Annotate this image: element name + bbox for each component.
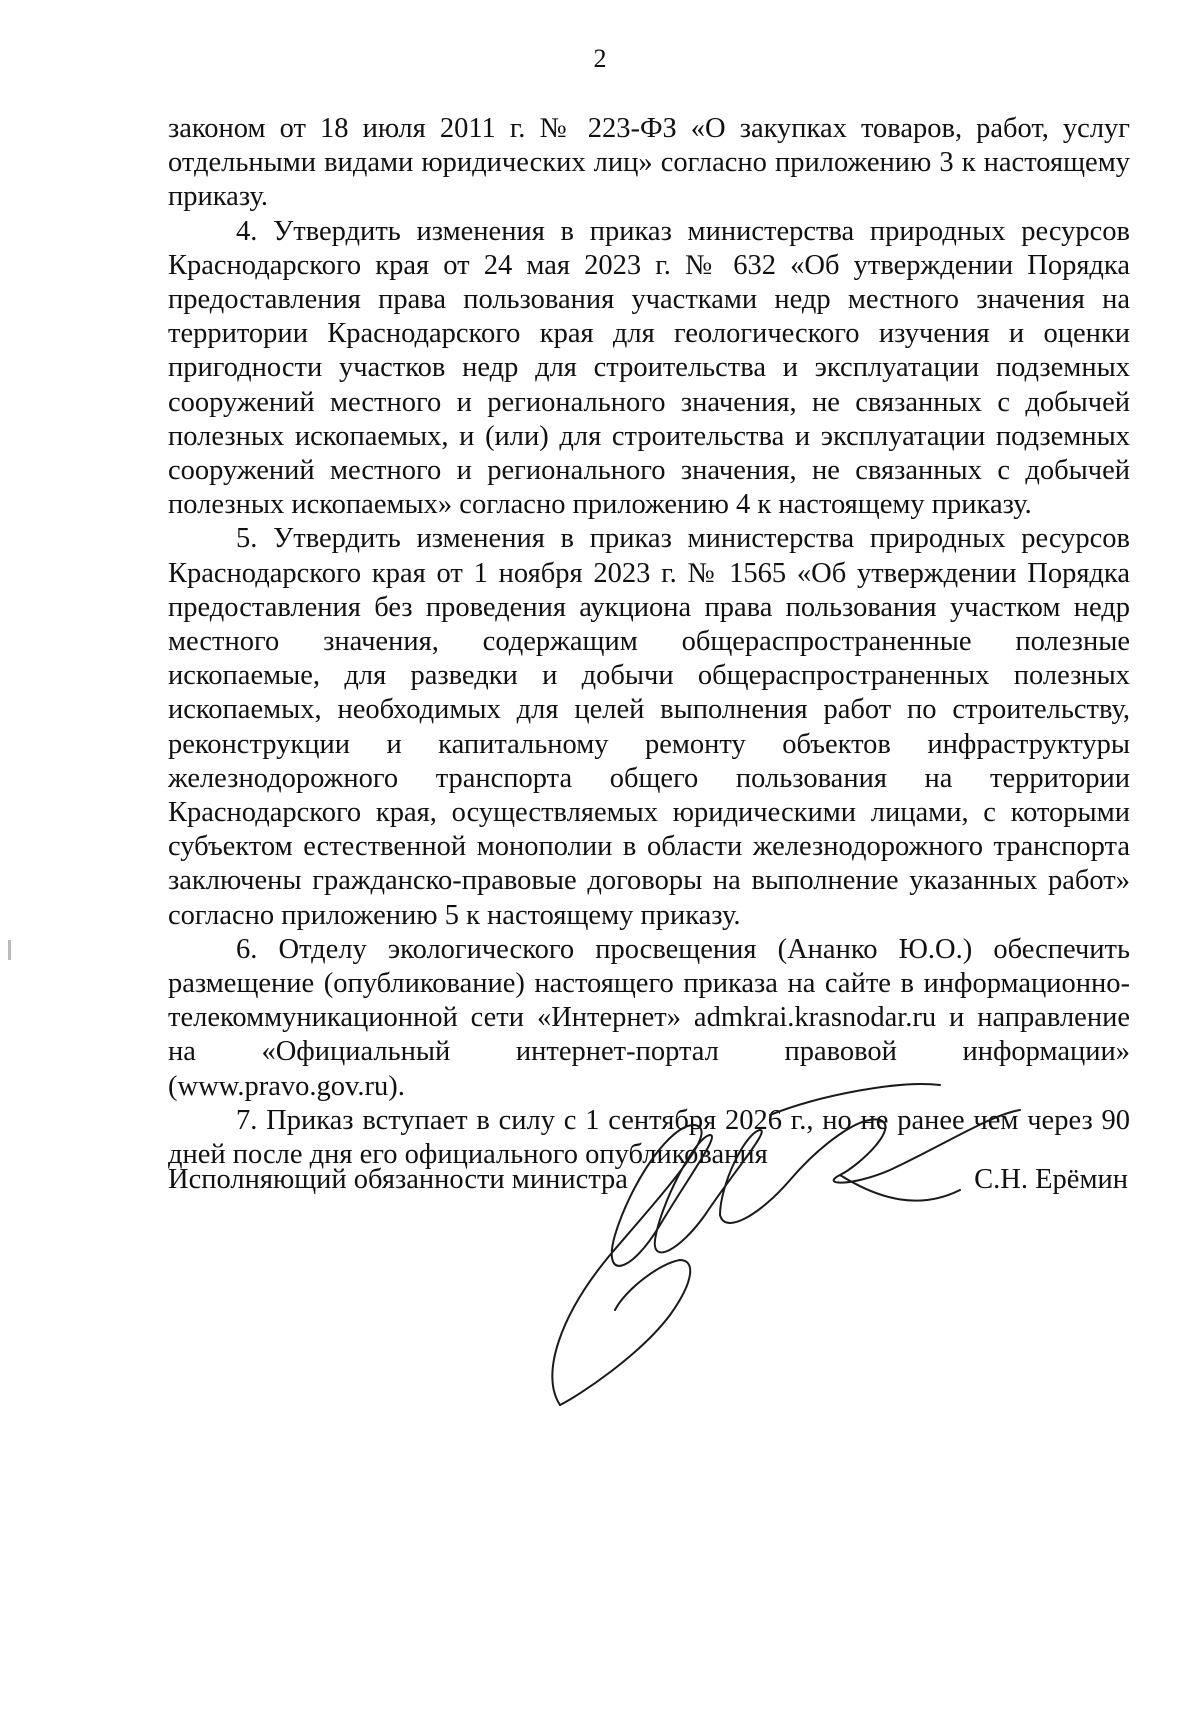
paragraph-item-4: 4. Утвердить изменения в приказ министерства природных ресурсов Краснодарского края от 24 мая 2023 г. № 632 «Об утверждении Порядка предоставления права пользования участками недр местного значения на территории Краснодарского края для геологического изучения и оценки пригодности участков недр для строительства и эксплуатации подземных сооружений местного и регионального значения, не связанных с добычей полезных ископаемых, и (или) для строительства и эксплуатации подземных сооружений местного и регионального значения, не связанных с добычей полезных ископаемых» согласно приложению 4 к настоящему приказу.: [168, 215, 1130, 521]
signatory-name: С.Н. Ерёмин: [974, 1164, 1128, 1195]
signature-stroke-2: [720, 1110, 1020, 1223]
handwritten-signature: [520, 1075, 1040, 1415]
signature-stroke-3: [560, 1260, 690, 1405]
page-number: 2: [593, 44, 607, 73]
signature-stroke-5: [840, 1175, 960, 1201]
document-body: [168, 112, 1130, 1172]
signatory-title: Исполняющий обязанности министра: [168, 1164, 628, 1195]
scan-margin-mark: [8, 940, 11, 960]
paragraph-item-7: 7. Приказ вступает в силу с 1 сентября 2026 г., но не ранее чем через 90 дней после дня его официального опубликования: [168, 1104, 1130, 1171]
signature-stroke-1: [552, 1125, 761, 1405]
paragraph-item-5: 5. Утвердить изменения в приказ министерства природных ресурсов Краснодарского края от 1 ноября 2023 г. № 1565 «Об утверждении Порядка предоставления без проведения аукциона права пользования участком недр местного значения, содержащим общераспространенные полезные ископаемые, для разведки и добычи общераспространенных полезных ископаемых, необходимых для целей выполнения работ по строительству, реконструкции и капитальному ремонту объектов инфраструктуры железнодорожного транспорта общего пользования на территории Краснодарского края, осуществляемых юридическими лицами, с которыми субъектом естественной монополии в области железнодорожного транспорта заключены гражданско-правовые договоры на выполнение указанных работ» согласно приложению 5 к настоящему приказу.: [168, 523, 1130, 931]
signature-stroke-4: [770, 1084, 940, 1115]
paragraph-continuation: законом от 18 июля 2011 г. № 223-ФЗ «О закупках товаров, работ, услуг отдельными видами юридических лиц» согласно приложению 3 к настоящему приказу.: [168, 113, 1130, 213]
paragraph-item-6: 6. Отделу экологического просвещения (Ананко Ю.О.) обеспечить размещение (опубликование) настоящего приказа на сайте в информационно-телекоммуникационной сети «Интернет» admkrai.krasnodar.ru и направление на «Официальный интернет-портал правовой информации» (www.pravo.gov.ru).: [168, 933, 1130, 1102]
